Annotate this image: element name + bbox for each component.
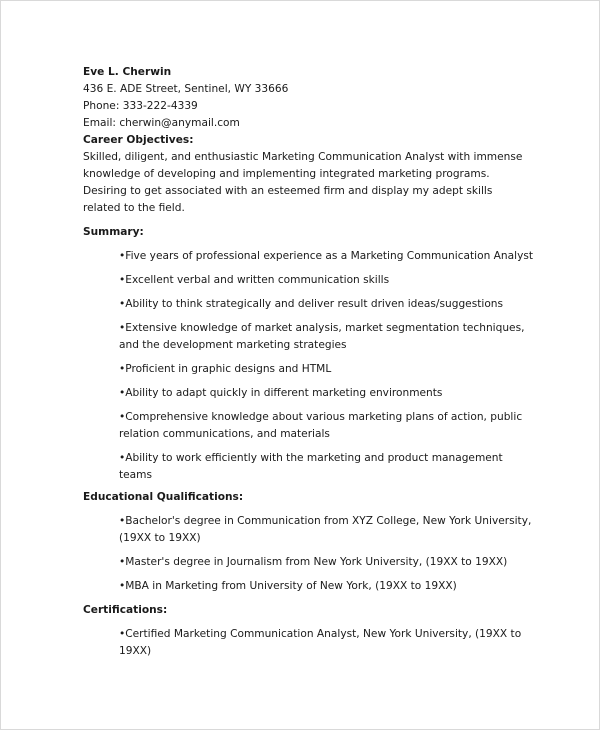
certifications-heading: Certifications: (83, 604, 168, 616)
career-objectives-text: Skilled, diligent, and enthusiastic Marketing Communication Analyst with immense knowledge of developing and implementing integrated marketing programs. Desiring to get associated with an esteemed firm and display my adept skills related to the field. (83, 151, 523, 214)
education-item: •Master's degree in Journalism from New York University, (19XX to 19XX) (119, 556, 508, 568)
summary-item: •Ability to think strategically and deliver result driven ideas/suggestions (119, 298, 504, 310)
career-objectives-heading: Career Objectives: (83, 134, 194, 146)
certifications-list (83, 626, 533, 660)
candidate-address: 436 E. ADE Street, Sentinel, WY 33666 (83, 83, 289, 95)
summary-item: •Comprehensive knowledge about various marketing plans of action, public relation communications, and materials (119, 411, 523, 440)
summary-item: •Ability to adapt quickly in different marketing environments (119, 387, 443, 399)
candidate-name: Eve L. Cherwin (83, 66, 172, 78)
candidate-email: Email: cherwin@anymail.com (83, 117, 240, 129)
resume-content (83, 64, 533, 660)
summary-item: •Extensive knowledge of market analysis, market segmentation techniques, and the development marketing strategies (119, 322, 525, 351)
summary-list (83, 248, 533, 484)
summary-item: •Ability to work efficiently with the marketing and product management teams (119, 452, 503, 481)
certification-item: •Certified Marketing Communication Analyst, New York University, (19XX to 19XX) (119, 628, 522, 657)
education-list (83, 513, 533, 595)
summary-item: •Excellent verbal and written communication skills (119, 274, 390, 286)
education-heading: Educational Qualifications: (83, 491, 244, 503)
summary-item: •Five years of professional experience as a Marketing Communication Analyst (119, 250, 534, 262)
education-item: •MBA in Marketing from University of New York, (19XX to 19XX) (119, 580, 457, 592)
summary-heading: Summary: (83, 226, 144, 238)
candidate-phone: Phone: 333-222-4339 (83, 100, 198, 112)
education-item: •Bachelor's degree in Communication from XYZ College, New York University, (19XX to 19XX) (119, 515, 532, 544)
summary-item: •Proficient in graphic designs and HTML (119, 363, 332, 375)
